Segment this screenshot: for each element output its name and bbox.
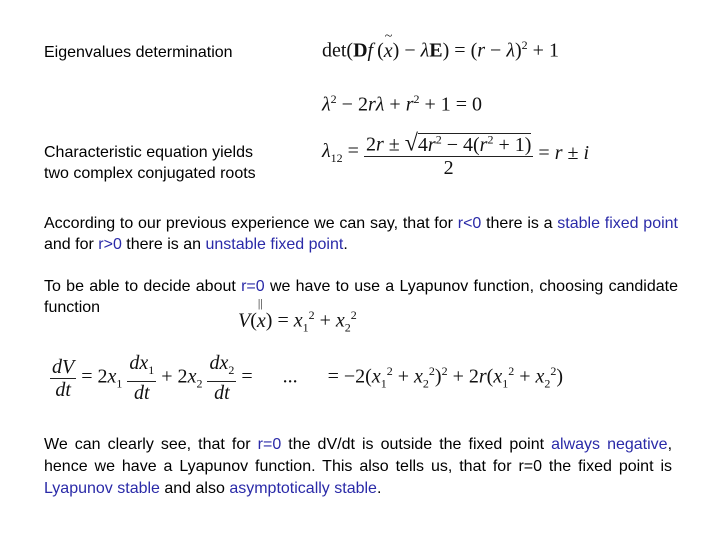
determinant-equation: det(Df (x ~ ) − $\lambda E) = (r - \lambda)^2 + 1$ [322, 28, 559, 62]
asymptotically-stable-text: asymptotically stable [229, 480, 377, 497]
characteristic-label-line1: Characteristic equation yields [44, 144, 253, 161]
always-negative-text: always negative [551, 436, 668, 453]
derivative-equation: $\frac{dV}{dt}$ = $2x_1$ $\frac{dx_1}{dt}$ + $2x_2$ $\frac{dx_2}{dt}$ = ... = $-2(x_1^2 + x_2^2)^2 + 2r(x_1^2 + x_2^2)$ [52, 352, 564, 404]
characteristic-label-line2: two complex conjugated roots [44, 165, 256, 182]
roots-equation: $\lambda_{12}$ = $\frac{2r \pm √4r^2 - 4(r^2 + 1)}{2}$ = r ± i [322, 128, 589, 179]
page-title: Eigenvalues determination [44, 44, 233, 61]
r-positive-text: r>0 [98, 236, 122, 253]
characteristic-label [44, 142, 256, 184]
stable-fixed-point-text: stable fixed point [557, 215, 679, 232]
characteristic-equation: $\lambda^2 - 2r\lambda + r^2 + 1 = 0$ [322, 92, 483, 116]
lyapunov-function-equation: V(x || ) = $x_1^2 + x_2^2$ [238, 295, 357, 335]
paragraph-lyapunov: To be able to decide about r=0 we have to use a Lyapunov function, choosing candidate function [44, 278, 678, 316]
paragraph-stability: According to our previous experience we can say, that for r<0 there is a stable fixed point and for r>0 there is an unstable fixed point. [44, 215, 679, 253]
unstable-fixed-point-text: unstable fixed point [205, 236, 344, 253]
lyapunov-stable-text: Lyapunov stable [44, 480, 160, 497]
r-zero-conclusion-text: r=0 [257, 436, 282, 453]
r-negative-text: r<0 [457, 215, 482, 232]
paragraph-conclusion: We can clearly see, that for r=0 the dV/dt is outside the fixed point always negative, hence we have a Lyapunov function. This also tells us, that for r=0 the fixed point is Lyapunov stable and also asymptotically stable. [44, 436, 673, 497]
r-zero-text: r=0 [241, 278, 265, 295]
